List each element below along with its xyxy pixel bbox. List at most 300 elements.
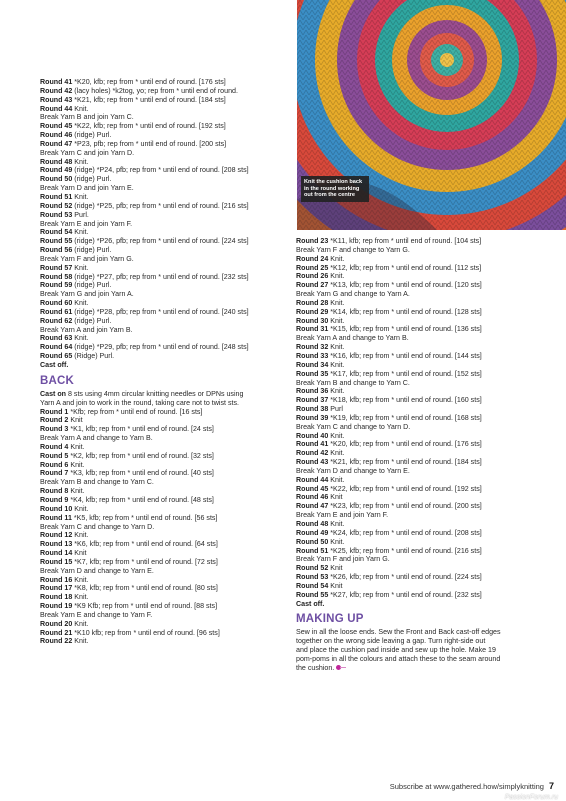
instruction-text: (ridge) Purl. <box>72 246 112 255</box>
pattern-line <box>296 325 558 334</box>
round-label: Round 61 <box>40 307 73 316</box>
pattern-line <box>296 582 558 591</box>
pattern-line <box>296 237 558 246</box>
section-heading: MAKING UP <box>296 613 364 626</box>
instruction-text: (ridge) *P26, pfb; rep from * until end of round. [224 sts] <box>72 237 249 246</box>
pattern-line <box>296 290 558 299</box>
round-label: Round 29 <box>296 307 329 316</box>
pattern-line <box>40 505 285 514</box>
round-label: Round 54 <box>296 581 329 590</box>
pattern-line <box>40 514 285 523</box>
instruction-text: *K5, kfb; rep from * until end of round. [56 sts] <box>71 513 218 522</box>
round-label: Round 23 <box>296 237 329 245</box>
page-number: 7 <box>548 781 554 791</box>
pattern-line <box>296 432 558 441</box>
instruction-text: *K11, kfb; rep from * until end of round. [104 sts] <box>328 237 482 245</box>
instruction-text: Knit. <box>328 475 345 484</box>
round-label: Round 1 <box>40 407 69 416</box>
instruction-text: *K9 Kfb; rep from * until end of round. [88 sts] <box>72 602 218 611</box>
section-heading: BACK <box>40 374 75 387</box>
subscribe-text: Subscribe at www.gathered.how/simplyknitting <box>389 782 544 791</box>
round-label: Round 20 <box>40 619 73 628</box>
instruction-text: Knit. <box>68 487 85 496</box>
instruction-text: Knit. <box>328 343 345 352</box>
pattern-column-right <box>296 237 558 673</box>
instruction-text: *K1, kfb; rep from * until end of round. [24 sts] <box>68 425 214 434</box>
round-label: Round 12 <box>40 531 73 540</box>
pattern-line <box>296 255 558 264</box>
end-marker-icon <box>336 665 341 670</box>
pattern-line <box>40 602 285 611</box>
instruction-text: Knit. <box>68 442 85 451</box>
round-label: Round 21 <box>40 628 73 637</box>
instruction-text: Knit. <box>72 104 89 113</box>
instruction-text: Knit. <box>328 537 345 546</box>
round-label: Round 52 <box>40 201 73 210</box>
pattern-line <box>40 487 285 496</box>
instruction-text: Knit. <box>328 431 345 440</box>
round-label: Round 37 <box>296 396 329 405</box>
pattern-line <box>40 317 285 326</box>
pattern-line <box>40 452 285 461</box>
instruction-text: *K19, kfb; rep from * until end of round. [168 sts] <box>328 413 482 422</box>
pattern-line <box>40 166 285 175</box>
instruction-text: *K4, kfb; rep from * until end of round. [48 sts] <box>68 495 214 504</box>
round-label: Round 19 <box>40 602 73 611</box>
pattern-line <box>296 370 558 379</box>
round-label: Round 6 <box>40 460 69 469</box>
instruction-text: Break Yarn F and join Yarn G. <box>296 555 390 564</box>
instruction-text: Break Yarn D and change to Yarn E. <box>40 566 154 575</box>
pattern-line <box>296 246 558 255</box>
pattern-line <box>40 399 285 408</box>
photo-caption: Knit the cushion back in the round working out from the centre <box>301 176 369 202</box>
pattern-line <box>40 211 285 220</box>
pattern-line <box>296 272 558 281</box>
instruction-text: *K23, kfb; rep from * until end of round. [200 sts] <box>328 502 482 511</box>
round-label: Round 8 <box>40 487 69 496</box>
pattern-line <box>40 122 285 131</box>
pattern-line <box>296 502 558 511</box>
pattern-line <box>40 620 285 629</box>
round-label: Round 31 <box>296 325 329 334</box>
pattern-line <box>40 425 285 434</box>
round-label: Round 33 <box>296 351 329 360</box>
instruction-text: Break Yarn A and change to Yarn B. <box>40 434 153 443</box>
instruction-text: *K16, kfb; rep from * until end of round. [144 sts] <box>328 351 482 360</box>
pattern-line <box>40 131 285 140</box>
instruction-text: *K3, kfb; rep from * until end of round. [40 sts] <box>68 469 214 478</box>
instruction-text: (ridge) *P24, pfb; rep from * until end of round. [208 sts] <box>72 166 249 175</box>
instruction-text: Purl. <box>72 210 89 219</box>
pattern-line <box>40 220 285 229</box>
instruction-text: Break Yarn D and change to Yarn E. <box>296 466 410 475</box>
instruction-text: *K25, kfb; rep from * until end of round. [216 sts] <box>328 546 482 555</box>
pattern-line <box>296 317 558 326</box>
instruction-text: Knit. <box>328 387 345 396</box>
pattern-line <box>40 531 285 540</box>
round-label: Round 9 <box>40 495 69 504</box>
round-label: Round 62 <box>40 316 73 325</box>
round-label: Round 44 <box>40 104 73 113</box>
pattern-line <box>40 593 285 602</box>
pattern-line <box>296 299 558 308</box>
instruction-text: Break Yarn G and change to Yarn A. <box>296 290 410 299</box>
instruction-text: *K7, kfb; rep from * until end of round. [72 sts] <box>72 557 218 566</box>
instruction-text: Knit. <box>72 334 89 343</box>
round-label: Round 50 <box>40 175 73 184</box>
instruction-text: Knit. <box>328 298 345 307</box>
pattern-line <box>40 434 285 443</box>
instruction-text: *K18, kfb; rep from * until end of round. [160 sts] <box>328 396 482 405</box>
instruction-text: *K20, kfb; rep from * until end of round. [176 sts] <box>328 440 482 449</box>
instruction-text: (ridge) *P29, pfb; rep from * until end of round. [248 sts] <box>72 343 249 352</box>
instruction-text: Break Yarn E and change to Yarn F. <box>40 610 153 619</box>
instruction-text: (Ridge) Purl. <box>72 352 115 361</box>
instruction-text: (ridge) *P25, pfb; rep from * until end of round. [216 sts] <box>72 201 249 210</box>
round-label: Round 46 <box>296 493 329 502</box>
instruction-text: Knit <box>328 581 343 590</box>
instruction-text: 8 sts using 4mm circular knitting needles or DPNs using <box>66 389 244 398</box>
pattern-line <box>296 637 558 646</box>
pattern-line <box>296 458 558 467</box>
round-label: Round 44 <box>296 475 329 484</box>
instruction-text: Break Yarn A and change to Yarn B. <box>296 334 409 343</box>
instruction-text: (ridge) Purl. <box>72 316 112 325</box>
instruction-text: *K12, kfb; rep from * until end of round. [112 sts] <box>328 263 482 272</box>
round-label: Round 43 <box>296 458 329 467</box>
pattern-line <box>296 564 558 573</box>
pattern-line <box>40 390 285 399</box>
instruction-text: (lacy holes) *k2tog, yo; rep from * until end of round. <box>72 86 238 95</box>
pattern-column-left <box>40 78 285 646</box>
round-label: Round 28 <box>296 298 329 307</box>
round-label: Cast on <box>40 389 67 398</box>
pattern-line <box>40 478 285 487</box>
pattern-line <box>296 511 558 520</box>
pattern-line <box>296 664 558 673</box>
instruction-text: Knit. <box>72 637 89 646</box>
page-footer <box>390 781 554 791</box>
pattern-line <box>296 493 558 502</box>
pattern-line <box>40 576 285 585</box>
pattern-line <box>40 461 285 470</box>
pattern-line <box>296 547 558 556</box>
round-label: Round 65 <box>40 352 73 361</box>
round-label: Round 45 <box>296 484 329 493</box>
instruction-text: Knit <box>328 493 343 502</box>
pattern-line <box>40 469 285 478</box>
round-label: Round 51 <box>40 192 73 201</box>
instruction-text: Break Yarn B and change to Yarn C. <box>40 478 154 487</box>
round-label: Round 42 <box>40 86 73 95</box>
instruction-text: Purl <box>328 405 343 414</box>
pattern-line <box>40 105 285 114</box>
pattern-line <box>296 387 558 396</box>
instruction-text: Knit. <box>328 316 345 325</box>
round-label: Round 7 <box>40 469 69 478</box>
pattern-line <box>40 584 285 593</box>
round-label: Round 18 <box>40 593 73 602</box>
instruction-text: Knit. <box>328 520 345 528</box>
pattern-line <box>296 352 558 361</box>
pattern-line <box>40 290 285 299</box>
pattern-line <box>40 408 285 417</box>
round-label: Round 52 <box>296 564 329 573</box>
round-label: Round 47 <box>296 502 329 511</box>
instruction-text: Break Yarn B and change to Yarn C. <box>296 378 410 387</box>
round-label: Round 49 <box>296 528 329 537</box>
instruction-text: *K15, kfb; rep from * until end of round. [136 sts] <box>328 325 482 334</box>
pattern-line <box>40 264 285 273</box>
instruction-text: *K6, kfb; rep from * until end of round. [64 sts] <box>72 540 218 549</box>
round-label: Round 43 <box>40 95 73 104</box>
round-label: Round 5 <box>40 451 69 460</box>
round-label: Round 24 <box>296 254 329 263</box>
pattern-line <box>296 396 558 405</box>
round-label: Cast off. <box>40 361 69 369</box>
round-label: Round 17 <box>40 584 73 593</box>
round-label: Round 53 <box>296 573 329 582</box>
pattern-line <box>40 540 285 549</box>
instruction-text: Knit. <box>328 449 345 458</box>
pattern-line <box>40 202 285 211</box>
round-label: Round 32 <box>296 343 329 352</box>
pattern-line <box>296 361 558 370</box>
instruction-text: Knit <box>68 416 83 425</box>
pattern-line <box>40 523 285 532</box>
pattern-line <box>296 281 558 290</box>
pattern-line <box>40 96 285 105</box>
round-label: Round 45 <box>40 122 73 131</box>
round-label: Round 53 <box>40 210 73 219</box>
instruction-text: (ridge) Purl. <box>72 281 112 290</box>
pattern-line <box>296 520 558 529</box>
round-label: Round 59 <box>40 281 73 290</box>
instruction-text: Break Yarn C and change to Yarn D. <box>296 422 411 431</box>
round-label: Round 50 <box>296 537 329 546</box>
round-label: Round 41 <box>296 440 329 449</box>
instruction-text: *K24, kfb; rep from * until end of round. [208 sts] <box>328 528 482 537</box>
watermark: PassionForum.ru <box>504 794 558 801</box>
round-label: Cast off. <box>296 599 325 608</box>
instruction-text: Break Yarn C and join Yarn D. <box>40 148 135 157</box>
instruction-text: the cushion. <box>296 663 335 672</box>
instruction-text: Break Yarn B and join Yarn C. <box>40 113 134 122</box>
pattern-line <box>40 87 285 96</box>
pattern-line <box>40 352 285 361</box>
round-label: Round 41 <box>40 78 73 86</box>
pattern-line <box>40 567 285 576</box>
pattern-line <box>296 655 558 664</box>
instruction-text: Knit. <box>72 228 89 237</box>
round-label: Round 39 <box>296 413 329 422</box>
instruction-text: Yarn A and join to work in the round, taking care not to twist sts. <box>40 398 239 407</box>
round-label: Round 48 <box>296 520 329 528</box>
pattern-line <box>40 281 285 290</box>
instruction-text: *K8, kfb; rep from * until end of round. [80 sts] <box>72 584 218 593</box>
round-label: Round 10 <box>40 504 73 513</box>
instruction-text: *K2, kfb; rep from * until end of round. [32 sts] <box>68 451 214 460</box>
instruction-text: and place the cushion pad inside and sew up the hole. Make 19 <box>296 646 496 655</box>
pattern-line <box>296 334 558 343</box>
instruction-text: Break Yarn E and join Yarn F. <box>296 511 389 520</box>
instruction-text: Knit <box>72 549 87 558</box>
instruction-text: Knit. <box>72 593 89 602</box>
round-label: Round 3 <box>40 425 69 434</box>
instruction-text: Sew in all the loose ends. Sew the Front and Back cast-off edges <box>296 628 501 637</box>
pattern-line <box>40 193 285 202</box>
instruction-text: Knit. <box>328 272 345 281</box>
instruction-text: Break Yarn F and change to Yarn G. <box>296 245 410 254</box>
round-label: Round 54 <box>40 228 73 237</box>
instruction-text: Break Yarn C and change to Yarn D. <box>40 522 155 531</box>
pattern-line <box>296 343 558 352</box>
pattern-line <box>40 496 285 505</box>
instruction-text: (ridge) *P27, pfb; rep from * until end of round. [232 sts] <box>72 272 249 281</box>
pattern-line <box>40 246 285 255</box>
instruction-text: Knit <box>328 564 343 573</box>
pattern-line <box>40 611 285 620</box>
pattern-line <box>296 379 558 388</box>
round-label: Round 55 <box>296 590 329 599</box>
round-label: Round 2 <box>40 416 69 425</box>
pattern-line <box>40 113 285 122</box>
pattern-line <box>296 467 558 476</box>
round-label: Round 4 <box>40 442 69 451</box>
round-label: Round 25 <box>296 263 329 272</box>
instruction-text: *K20, kfb; rep from * until end of round. [176 sts] <box>72 78 226 86</box>
instruction-text: Knit. <box>72 157 89 166</box>
instruction-text: Break Yarn E and join Yarn F. <box>40 219 133 228</box>
pattern-line <box>296 440 558 449</box>
round-label: Round 63 <box>40 334 73 343</box>
round-label: Round 14 <box>40 549 73 558</box>
round-label: Round 42 <box>296 449 329 458</box>
round-label: Round 60 <box>40 299 73 308</box>
instruction-text: *K13, kfb; rep from * until end of round. [120 sts] <box>328 281 482 290</box>
instruction-text: *K21, kfb; rep from * until end of round. [184 sts] <box>328 458 482 467</box>
round-label: Round 55 <box>40 237 73 246</box>
instruction-text: Knit. <box>72 619 89 628</box>
pattern-line <box>40 184 285 193</box>
pattern-line <box>40 158 285 167</box>
round-label: Round 22 <box>40 637 73 646</box>
instruction-text: Knit. <box>68 460 85 469</box>
pattern-line <box>40 149 285 158</box>
pattern-line <box>40 637 285 646</box>
round-label: Round 48 <box>40 157 73 166</box>
instruction-text: together on the wrong side leaving a gap. Turn right-side out <box>296 637 486 646</box>
pattern-line <box>296 449 558 458</box>
instruction-text: Break Yarn A and join Yarn B. <box>40 325 133 334</box>
round-label: Round 40 <box>296 431 329 440</box>
round-label: Round 27 <box>296 281 329 290</box>
pattern-line <box>40 558 285 567</box>
round-label: Round 46 <box>40 131 73 140</box>
pattern-line <box>40 443 285 452</box>
pattern-line <box>296 529 558 538</box>
round-label: Round 64 <box>40 343 73 352</box>
round-label: Round 49 <box>40 166 73 175</box>
pattern-line <box>40 255 285 264</box>
round-label: Round 34 <box>296 360 329 369</box>
pattern-line <box>40 416 285 425</box>
round-label: Round 36 <box>296 387 329 396</box>
instruction-text: *K17, kfb; rep from * until end of round. [152 sts] <box>328 369 482 378</box>
round-label: Round 57 <box>40 263 73 272</box>
round-label: Round 38 <box>296 405 329 414</box>
pattern-line <box>296 646 558 655</box>
round-label: Round 16 <box>40 575 73 584</box>
pattern-line <box>296 600 558 609</box>
pattern-line <box>296 628 558 637</box>
pattern-line <box>40 549 285 558</box>
instruction-text: *K26, kfb; rep from * until end of round. [224 sts] <box>328 573 482 582</box>
instruction-text: (ridge) Purl. <box>72 131 112 140</box>
round-label: Round 15 <box>40 557 73 566</box>
round-label: Round 26 <box>296 272 329 281</box>
pattern-line <box>40 273 285 282</box>
pattern-line <box>296 555 558 564</box>
pattern-line <box>40 334 285 343</box>
instruction-text: *P23, pfb; rep from * until end of round. [200 sts] <box>72 139 227 148</box>
instruction-text: Break Yarn D and join Yarn E. <box>40 184 134 193</box>
instruction-text: *K14, kfb; rep from * until end of round. [128 sts] <box>328 307 482 316</box>
instruction-text: (ridge) *P28, pfb; rep from * until end of round. [240 sts] <box>72 307 249 316</box>
instruction-text: Knit. <box>72 504 89 513</box>
pattern-line <box>296 476 558 485</box>
instruction-text: Break Yarn G and join Yarn A. <box>40 290 134 299</box>
pattern-line <box>40 629 285 638</box>
pattern-line <box>296 573 558 582</box>
instruction-text: Knit. <box>72 192 89 201</box>
instruction-text: Knit. <box>72 299 89 308</box>
round-label: Round 11 <box>40 513 72 522</box>
pattern-line <box>296 264 558 273</box>
instruction-text: (ridge) Purl. <box>72 175 112 184</box>
round-label: Round 47 <box>40 139 73 148</box>
pattern-line <box>40 175 285 184</box>
instruction-text: *K22, kfb; rep from * until end of round. [192 sts] <box>328 484 482 493</box>
instruction-text: *Kfb; rep from * until end of round. [16 sts] <box>68 407 203 416</box>
instruction-text: *K21, kfb; rep from * until end of round. [184 sts] <box>72 95 226 104</box>
pattern-line <box>40 308 285 317</box>
round-label: Round 56 <box>40 246 73 255</box>
round-label: Round 58 <box>40 272 73 281</box>
instruction-text: Knit. <box>328 254 345 263</box>
instruction-text: Break Yarn F and join Yarn G. <box>40 254 134 263</box>
pattern-line <box>40 299 285 308</box>
pattern-line <box>40 140 285 149</box>
pattern-line <box>40 343 285 352</box>
instruction-text: *K22, kfb; rep from * until end of round. [192 sts] <box>72 122 226 131</box>
pattern-line <box>296 414 558 423</box>
pattern-line <box>296 591 558 600</box>
instruction-text: *K27, kfb; rep from * until end of round. [232 sts] <box>328 590 482 599</box>
pattern-line <box>296 423 558 432</box>
instruction-text: Knit. <box>72 575 89 584</box>
pattern-line <box>40 326 285 335</box>
pattern-line <box>40 237 285 246</box>
pattern-line <box>40 361 285 370</box>
pattern-line <box>296 308 558 317</box>
instruction-text: *K10 kfb; rep from * until end of round. [96 sts] <box>72 628 220 637</box>
pattern-line <box>296 485 558 494</box>
round-label: Round 35 <box>296 369 329 378</box>
instruction-text: Knit. <box>72 531 89 540</box>
round-label: Round 30 <box>296 316 329 325</box>
